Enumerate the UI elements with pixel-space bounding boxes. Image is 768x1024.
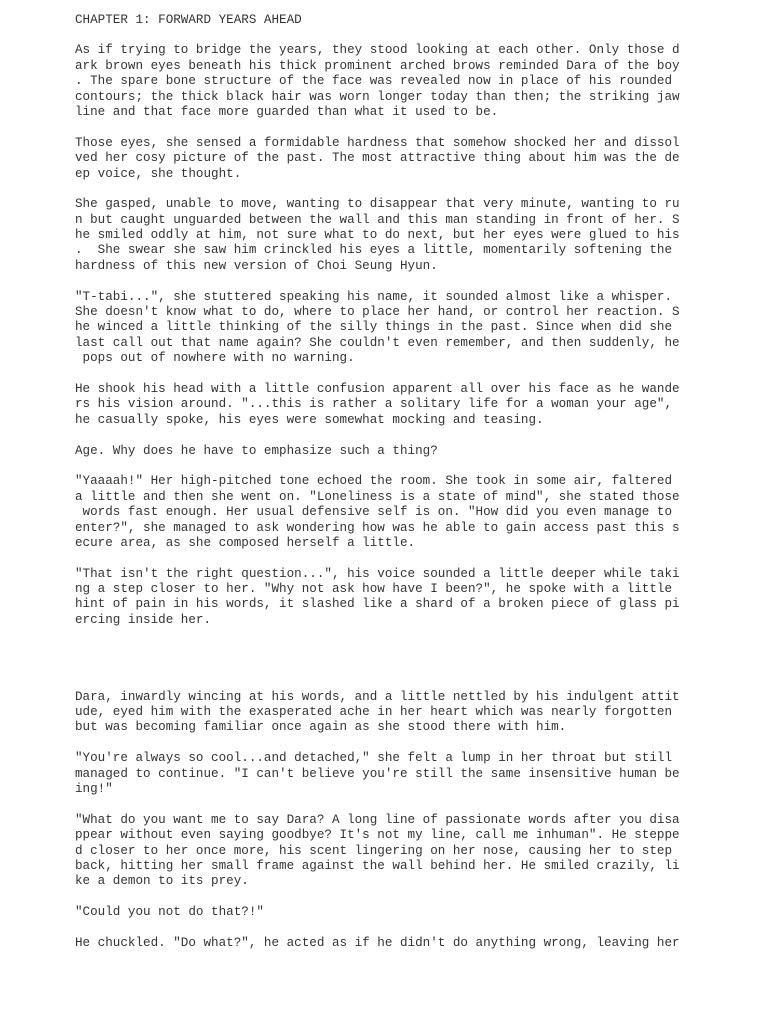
paragraph-line: he winced a little thinking of the silly things in the past. Since when did she [75, 320, 673, 335]
paragraph-3 [75, 197, 695, 274]
paragraph-line: Dara, inwardly wincing at his words, and a little nettled by his indulgent attit [75, 689, 680, 704]
paragraph-line: hardness of this new version of Choi Seung Hyun. [75, 258, 438, 273]
paragraph-line: As if trying to bridge the years, they stood looking at each other. Only those d [75, 43, 680, 58]
document-page [75, 13, 695, 967]
paragraph-line: rs his vision around. "...this is rather a solitary life for a woman your age", [75, 397, 673, 412]
paragraph-10 [75, 751, 695, 797]
paragraph-7 [75, 474, 695, 551]
paragraph-line: last call out that name again? She couldn't even remember, and then suddenly, he [75, 335, 680, 350]
paragraph-line: n but caught unguarded between the wall and this man standing in front of her. S [75, 212, 680, 227]
paragraph-line: He shook his head with a little confusion apparent all over his face as he wande [75, 382, 680, 396]
paragraph-line: ved her cosy picture of the past. The most attractive thing about him was the de [75, 151, 680, 166]
paragraph-line: Age. Why does he have to emphasize such a thing? [75, 443, 438, 458]
paragraph-line: He chuckled. "Do what?", he acted as if he didn't do anything wrong, leaving her [75, 935, 680, 950]
paragraph-line: ark brown eyes beneath his thick prominent arched brows reminded Dara of the boy [75, 58, 680, 73]
paragraph-line: "That isn't the right question...", his voice sounded a little deeper while taki [75, 566, 680, 581]
paragraph-line: hint of pain in his words, it slashed like a shard of a broken piece of glass pi [75, 597, 680, 612]
paragraph-line: "What do you want me to say Dara? A long line of passionate words after you disa [75, 812, 680, 827]
section-break [75, 644, 695, 690]
paragraph-line: back, hitting her small frame against the wall behind her. He smiled crazily, li [75, 858, 680, 873]
paragraph-line: ercing inside her. [75, 612, 212, 627]
paragraph-9 [75, 690, 695, 736]
paragraph-12 [75, 905, 695, 920]
paragraph-line: ep voice, she thought. [75, 166, 242, 181]
paragraph-line: "T-tabi...", she stuttered speaking his name, it sounded almost like a whisper. [75, 289, 673, 304]
paragraph-line: a little and then she went on. "Loneliness is a state of mind", she stated those [75, 489, 680, 504]
paragraph-line: but was becoming familiar once again as she stood there with him. [75, 720, 567, 735]
paragraph-5 [75, 382, 695, 428]
paragraph-line: ppear without even saying goodbye? It's not my line, call me inhuman". He steppe [75, 828, 680, 843]
paragraph-4 [75, 290, 695, 367]
paragraph-line: ing!" [75, 781, 113, 796]
paragraph-line: . She swear she saw him crinckled his eyes a little, momentarily softening the [75, 243, 673, 258]
paragraph-line: ng a step closer to her. "Why not ask how have I been?", he spoke with a little [75, 582, 673, 597]
paragraph-line: Those eyes, she sensed a formidable hardness that somehow shocked her and dissol [75, 135, 680, 150]
paragraph-line: "Could you not do that?!" [75, 905, 264, 920]
paragraph-line: ecure area, as she composed herself a little. [75, 535, 416, 550]
paragraph-line: She doesn't know what to do, where to place her hand, or control her reaction. S [75, 305, 680, 320]
paragraph-line: he smiled oddly at him, not sure what to do next, but her eyes were glued to his [75, 228, 680, 243]
paragraph-line: . The spare bone structure of the face was revealed now in place of his rounded [75, 74, 673, 89]
paragraph-line: managed to continue. "I can't believe you're still the same insensitive human be [75, 766, 680, 781]
paragraph-line: contours; the thick black hair was worn longer today than then; the striking jaw [75, 89, 680, 104]
paragraph-line: enter?", she managed to ask wondering how was he able to gain access past this s [75, 520, 680, 535]
paragraph-line: words fast enough. Her usual defensive self is on. "How did you even manage to [75, 505, 673, 520]
paragraph-line: line and that face more guarded than what it used to be. [75, 104, 499, 119]
paragraph-line: "You're always so cool...and detached," she felt a lump in her throat but still [75, 751, 673, 766]
paragraph-line: he casually spoke, his eyes were somewhat mocking and teasing. [75, 412, 544, 427]
paragraph-line: She gasped, unable to move, wanting to disappear that very minute, wanting to ru [75, 197, 680, 212]
paragraph-8 [75, 567, 695, 629]
paragraph-6 [75, 444, 695, 459]
paragraph-line: ke a demon to its prey. [75, 874, 249, 889]
paragraph-2 [75, 136, 695, 182]
paragraph-13 [75, 936, 695, 951]
paragraph-line: d closer to her once more, his scent lingering on her nose, causing her to step [75, 843, 673, 858]
paragraph-1 [75, 43, 695, 120]
paragraph-line: "Yaaaah!" Her high-pitched tone echoed the room. She took in some air, faltered [75, 474, 673, 489]
chapter-title: CHAPTER 1: FORWARD YEARS AHEAD [75, 13, 302, 27]
paragraph-line: ude, eyed him with the exasperated ache in her heart which was nearly forgotten [75, 705, 673, 720]
paragraph-line: pops out of nowhere with no warning. [75, 351, 355, 366]
paragraph-11 [75, 813, 695, 890]
